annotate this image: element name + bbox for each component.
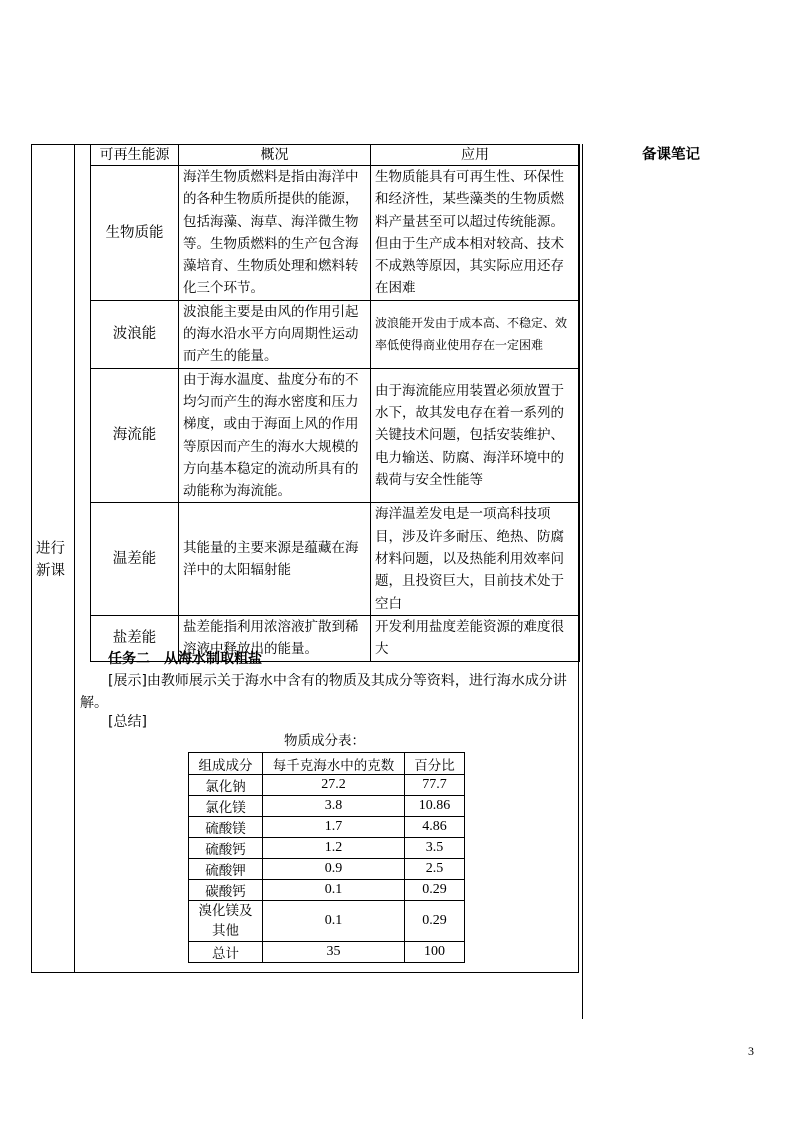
component-grams: 0.9	[263, 859, 405, 880]
table-row	[189, 775, 465, 796]
table-header-row	[91, 145, 580, 166]
component-percent: 100	[405, 942, 465, 963]
component-percent: 4.86	[405, 817, 465, 838]
table-row	[189, 942, 465, 963]
composition-table	[188, 752, 465, 963]
component-grams: 0.1	[263, 880, 405, 901]
component-grams: 0.1	[263, 901, 405, 942]
component-percent: 10.86	[405, 796, 465, 817]
header-overview: 概况	[179, 145, 371, 166]
energy-application: 生物质能具有可再生性、环保性和经济性，某些藻类的生物质燃料产量甚至可以超过传统能源。但由于生产成本相对较高、技术不成熟等原因，其实际应用还存在困难	[371, 166, 580, 301]
header-component: 组成成分	[189, 753, 263, 775]
page-number: 3	[748, 1044, 754, 1058]
component-name: 总计	[189, 942, 263, 963]
composition-caption: 物质成分表：	[284, 733, 365, 749]
component-grams: 1.7	[263, 817, 405, 838]
renewable-energy-table	[90, 144, 580, 662]
component-percent: 77.7	[405, 775, 465, 796]
notes-header: 备课笔记	[642, 147, 700, 163]
energy-name: 生物质能	[91, 166, 179, 301]
notes-column-divider	[582, 144, 583, 1019]
component-name: 溴化镁及其他	[189, 901, 263, 942]
energy-overview: 由于海水温度、盐度分布的不均匀而产生的海水密度和压力梯度，或由于海面上风的作用等原因而产生的海水大规模的方向基本稳定的流动所具有的动能称为海流能。	[179, 368, 371, 503]
component-name: 硫酸钾	[189, 859, 263, 880]
energy-name: 盐差能	[91, 615, 179, 661]
energy-overview: 其能量的主要来源是蕴藏在海洋中的太阳辐射能	[179, 503, 371, 615]
table-row	[189, 796, 465, 817]
component-name: 硫酸钙	[189, 838, 263, 859]
side-column-divider	[74, 144, 75, 973]
energy-application: 开发利用盐度差能资源的难度很大	[371, 615, 580, 661]
component-percent: 2.5	[405, 859, 465, 880]
table-row	[189, 901, 465, 942]
side-label: 进行新课	[36, 541, 65, 579]
table-row	[91, 368, 580, 503]
component-grams: 1.2	[263, 838, 405, 859]
component-percent: 0.29	[405, 880, 465, 901]
header-grams: 每千克海水中的克数	[263, 753, 405, 775]
component-name: 氯化钠	[189, 775, 263, 796]
energy-overview: 盐差能指利用浓溶液扩散到稀溶液中释放出的能量。	[179, 615, 371, 661]
table-header-row	[189, 753, 465, 775]
header-energy-type: 可再生能源	[91, 145, 179, 166]
task2-summary-label: [总结]	[108, 714, 147, 730]
table-row	[189, 817, 465, 838]
task2-show-text: [展示]由教师展示关于海水中含有的物质及其成分等资料，进行海水成分讲解。	[80, 673, 567, 711]
component-grams: 3.8	[263, 796, 405, 817]
header-application: 应用	[371, 145, 580, 166]
energy-name: 海流能	[91, 368, 179, 503]
component-grams: 35	[263, 942, 405, 963]
energy-application: 波浪能开发由于成本高、不稳定、效率低使得商业使用存在一定困难	[371, 300, 580, 368]
component-percent: 3.5	[405, 838, 465, 859]
component-percent: 0.29	[405, 901, 465, 942]
table-row	[91, 300, 580, 368]
component-name: 氯化镁	[189, 796, 263, 817]
energy-application: 海洋温差发电是一项高科技项目，涉及许多耐压、绝热、防腐材料问题，以及热能利用效率问题，且投资巨大，目前技术处于空白	[371, 503, 580, 615]
energy-overview: 波浪能主要是由风的作用引起的海水沿水平方向周期性运动而产生的能量。	[179, 300, 371, 368]
component-name: 硫酸镁	[189, 817, 263, 838]
energy-overview: 海洋生物质燃料是指由海洋中的各种生物质所提供的能源，包括海藻、海草、海洋微生物等。生物质燃料的生产包含海藻培育、生物质处理和燃料转化三个环节。	[179, 166, 371, 301]
energy-application: 由于海流能应用装置必须放置于水下，故其发电存在着一系列的关键技术问题，包括安装维护、电力输送、防腐、海洋环境中的载荷与安全性能等	[371, 368, 580, 503]
energy-name: 波浪能	[91, 300, 179, 368]
table-row	[91, 503, 580, 615]
energy-name: 温差能	[91, 503, 179, 615]
component-grams: 27.2	[263, 775, 405, 796]
table-row	[189, 838, 465, 859]
table-row	[189, 880, 465, 901]
table-row	[189, 859, 465, 880]
header-percent: 百分比	[405, 753, 465, 775]
task2-title: 任务二 从海水制取粗盐	[108, 651, 262, 667]
table-row	[91, 166, 580, 301]
component-name: 碳酸钙	[189, 880, 263, 901]
